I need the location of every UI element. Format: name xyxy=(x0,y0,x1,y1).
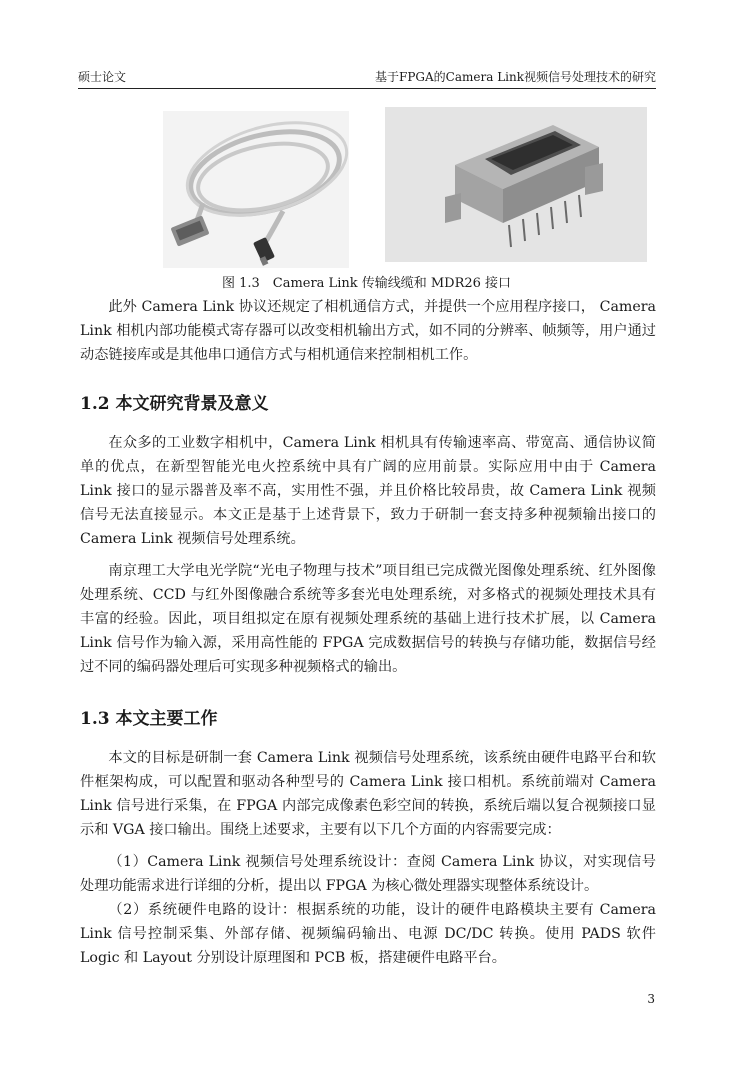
paragraph-background: 在众多的工业数字相机中，Camera Link 相机具有传输速率高、带宽高、通信协议简单的优点，在新型智能光电火控系统中具有广阔的应用前景。实际应用中由于 Camera Link 接口的显示器普及率不高，实用性不强，并且价格比较昂贵，故 Camera Link 视频信号无法直接显示。本文正是基于上述背景下，致力于研制一套支持多种视频输出接口的 Camera Link 视频信号处理系统。 xyxy=(80,435,656,547)
figure-caption: 图 1.3 Camera Link 传输线缆和 MDR26 接口 xyxy=(221,276,512,291)
paragraph-item-2: （2）系统硬件电路的设计：根据系统的功能，设计的硬件电路模块主要有 Camera Link 信号控制采集、外部存储、视频编码输出、电源 DC/DC 转换。使用 PADS 软件 Logic 和 Layout 分别设计原理图和 PCB 板，搭建硬件电路平台。 xyxy=(80,902,656,966)
page-number: 3 xyxy=(647,992,655,1006)
cable-photo xyxy=(163,111,349,268)
paragraph-item-1: （1）Camera Link 视频信号处理系统设计：查阅 Camera Link 协议，对实现信号处理功能需求进行详细的分析，提出以 FPGA 为核心微处理器实现整体系统设计。 xyxy=(80,854,656,894)
header-rule xyxy=(78,88,656,89)
header-right-title: 基于FPGA的Camera Link视频信号处理技术的研究 xyxy=(375,70,656,84)
cable-illustration xyxy=(163,111,349,268)
header-left-title: 硕士论文 xyxy=(78,70,127,84)
section-heading-1-2: 1.2 本文研究背景及意义 xyxy=(80,394,269,414)
paragraph-protocol: 此外 Camera Link 协议还规定了相机通信方式，并提供一个应用程序接口， Camera Link 相机内部功能模式寄存器可以改变相机输出方式，如不同的分辨率、帧频等，用户通过动态链接库或是其他串口通信方式与相机通信来控制相机工作。 xyxy=(80,299,656,363)
running-header xyxy=(78,64,656,86)
mdr26-connector-photo xyxy=(385,107,647,262)
section-heading-1-3: 1.3 本文主要工作 xyxy=(80,709,218,729)
paragraph-project-group: 南京理工大学电光学院“光电子物理与技术”项目组已完成微光图像处理系统、红外图像处理系统、CCD 与红外图像融合系统等多套光电处理系统，对多格式的视频处理技术具有丰富的经验。因此，项目组拟定在原有视频处理系统的基础上进行技术扩展，以 Camera Link 信号作为输入源，采用高性能的 FPGA 完成数据信号的转换与存储功能，数据信号经过不同的编码器处理后可实现多种视频格式的输出。 xyxy=(80,563,656,675)
paragraph-main-work: 本文的目标是研制一套 Camera Link 视频信号处理系统，该系统由硬件电路平台和软件框架构成，可以配置和驱动各种型号的 Camera Link 接口相机。系统前端对 Camera Link 信号进行采集，在 FPGA 内部完成像素色彩空间的转换，系统后端以复合视频接口显示和 VGA 接口输出。围绕上述要求，主要有以下几个方面的内容需要完成： xyxy=(80,750,656,838)
connector-illustration xyxy=(385,107,647,262)
